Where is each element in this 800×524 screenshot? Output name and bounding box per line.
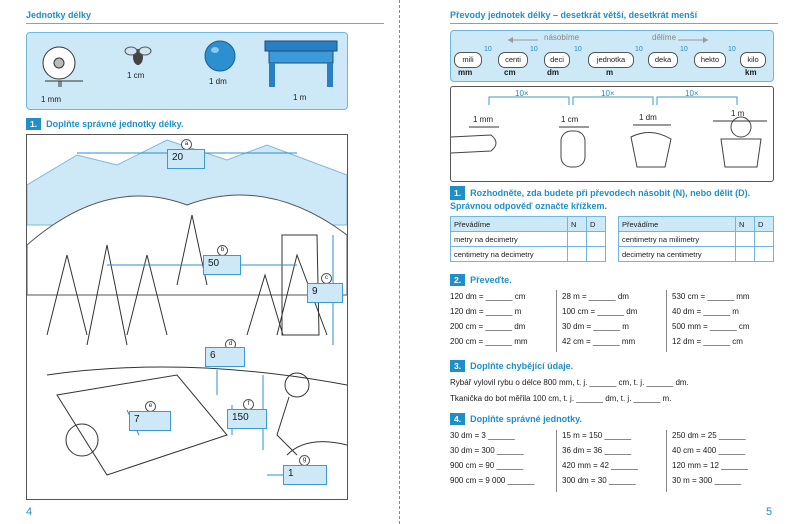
exercise-line: 120 dm = ______ cm bbox=[450, 292, 526, 301]
landscape-drawing bbox=[27, 135, 347, 499]
exercise-line: 200 cm = ______ dm bbox=[450, 322, 526, 331]
conversion-table-left bbox=[450, 216, 606, 262]
answer-box-d[interactable]: 6 bbox=[205, 347, 245, 367]
chain-mili: mili bbox=[454, 52, 482, 68]
exercise-line: 420 mm = 42 ______ bbox=[562, 461, 638, 470]
right-task-1-heading bbox=[450, 186, 780, 212]
right-header: Převody jednotek délky – desetkrát větší, desetkrát menší bbox=[450, 10, 698, 20]
exercise-line: 40 dm = ______ m bbox=[672, 307, 739, 316]
left-task-1-heading bbox=[26, 118, 183, 130]
task-number: 1. bbox=[450, 186, 465, 200]
ten-label: 10 bbox=[680, 46, 688, 53]
col-n: N bbox=[568, 217, 587, 232]
chain-deci: deci bbox=[544, 52, 570, 68]
unit-label-m: 1 m bbox=[293, 93, 307, 102]
answer-box-c[interactable]: 9 bbox=[307, 283, 343, 303]
cell-n[interactable] bbox=[568, 247, 587, 262]
right-page bbox=[404, 0, 800, 524]
column-separator bbox=[556, 430, 557, 492]
exercise-line: 36 dm = 36 ______ bbox=[562, 446, 632, 455]
cell-n[interactable] bbox=[736, 232, 755, 247]
scale-panel bbox=[450, 86, 774, 182]
chain-kilo: kilo bbox=[740, 52, 766, 68]
col-d: D bbox=[587, 217, 606, 232]
landscape-illustration bbox=[26, 134, 348, 500]
right-task-4-heading bbox=[450, 413, 582, 425]
chain-centi: centi bbox=[498, 52, 528, 68]
exercise-line: 15 m = 150 ______ bbox=[562, 431, 632, 440]
table-icon bbox=[263, 39, 339, 89]
answer-marker-f: f bbox=[243, 399, 254, 410]
task-text: Doplňte chybějící údaje. bbox=[470, 361, 574, 371]
right-header-rule bbox=[450, 23, 778, 24]
exercise-line: 250 dm = 25 ______ bbox=[672, 431, 746, 440]
answer-box-f[interactable]: 150 bbox=[227, 409, 267, 429]
exercise-line: 500 mm = ______ cm bbox=[672, 322, 750, 331]
divide-label: dělíme bbox=[652, 33, 677, 42]
ten-label: 10 bbox=[728, 46, 736, 53]
cell-n[interactable] bbox=[568, 232, 587, 247]
exercise-line: 30 m = 300 ______ bbox=[672, 476, 742, 485]
ten-label: 10 bbox=[530, 46, 538, 53]
exercise-line: 120 mm = 12 ______ bbox=[672, 461, 748, 470]
col-d: D bbox=[755, 217, 774, 232]
chain-deka: deka bbox=[648, 52, 678, 68]
cell-d[interactable] bbox=[587, 232, 606, 247]
table-row-label: metry na decimetry bbox=[451, 232, 568, 247]
col-head: Převádíme bbox=[451, 217, 568, 232]
exercise-line: 100 cm = ______ dm bbox=[562, 307, 638, 316]
col-n: N bbox=[736, 217, 755, 232]
scale-unit-m: 1 m bbox=[731, 109, 745, 118]
scale-unit-mm: 1 mm bbox=[473, 115, 493, 124]
unit-label-mm: 1 mm bbox=[41, 95, 61, 104]
table-row-label: centimetry na milimetry bbox=[619, 232, 736, 247]
ten-label: 10 bbox=[574, 46, 582, 53]
answer-marker-b: b bbox=[217, 245, 228, 256]
table-row-label: centimetry na decimetry bbox=[451, 247, 568, 262]
exercise-line: 42 cm = ______ mm bbox=[562, 337, 636, 346]
exercise-line: 900 cm = 9 000 ______ bbox=[450, 476, 535, 485]
left-header: Jednotky délky bbox=[26, 10, 92, 20]
task-number: 3. bbox=[450, 360, 465, 372]
page-divider bbox=[399, 0, 400, 524]
scale-drawing bbox=[451, 87, 773, 181]
exercise-line: Tkanička do bot měřila 100 cm, t. j. ______ dm, t. j. ______ m. bbox=[450, 394, 672, 403]
task-text: Převeďte. bbox=[470, 275, 512, 285]
exercise-line: 120 dm = ______ m bbox=[450, 307, 522, 316]
cell-d[interactable] bbox=[755, 232, 774, 247]
exercise-line: 300 dm = 30 ______ bbox=[562, 476, 636, 485]
right-task-2-heading bbox=[450, 274, 512, 286]
column-separator bbox=[666, 430, 667, 492]
task-text: Doplňte správné jednotky. bbox=[470, 414, 582, 424]
left-header-rule bbox=[26, 23, 384, 24]
exercise-line: 40 cm = 400 ______ bbox=[672, 446, 746, 455]
chain-unit-dm: dm bbox=[547, 68, 559, 77]
multiply-label: násobíme bbox=[544, 33, 580, 42]
page-number-left: 4 bbox=[26, 506, 33, 518]
conversion-table-right bbox=[618, 216, 774, 262]
ten-label: 10 bbox=[635, 46, 643, 53]
answer-marker-a: a bbox=[181, 139, 192, 150]
answer-box-b[interactable]: 50 bbox=[203, 255, 241, 275]
unit-label-dm: 1 dm bbox=[209, 77, 227, 86]
task-text: Doplňte správné jednotky délky. bbox=[46, 119, 184, 129]
answer-marker-d: d bbox=[225, 339, 236, 350]
task-number: 1. bbox=[26, 118, 41, 130]
exercise-line: 12 dm = ______ cm bbox=[672, 337, 743, 346]
cell-n[interactable] bbox=[736, 247, 755, 262]
exercise-line: 30 dm = ______ m bbox=[562, 322, 629, 331]
column-separator bbox=[556, 290, 557, 352]
tape-measure-icon bbox=[37, 41, 87, 89]
exercise-line: 530 cm = ______ mm bbox=[672, 292, 750, 301]
units-panel bbox=[26, 32, 348, 110]
answer-marker-c: c bbox=[321, 273, 332, 284]
task-number: 2. bbox=[450, 274, 465, 286]
answer-box-e[interactable]: 7 bbox=[129, 411, 171, 431]
left-page bbox=[0, 0, 396, 524]
ten-label: 10 bbox=[484, 46, 492, 53]
chain-unit-cm: cm bbox=[504, 68, 516, 77]
column-separator bbox=[666, 290, 667, 352]
scale-unit-dm: 1 dm bbox=[639, 113, 657, 122]
answer-marker-g: g bbox=[299, 455, 310, 466]
scale-times-1: 10× bbox=[515, 89, 529, 98]
right-task-3-heading bbox=[450, 360, 573, 372]
direction-arrows bbox=[508, 36, 708, 44]
chain-jednotka: jednotka bbox=[588, 52, 634, 68]
page-number-right: 5 bbox=[766, 506, 773, 518]
cell-d[interactable] bbox=[755, 247, 774, 262]
scale-times-3: 10× bbox=[685, 89, 699, 98]
exercise-line: 28 m = ______ dm bbox=[562, 292, 629, 301]
fly-icon bbox=[123, 43, 153, 69]
scale-times-2: 10× bbox=[601, 89, 615, 98]
exercise-line: 30 dm = 3 ______ bbox=[450, 431, 515, 440]
task-number: 4. bbox=[450, 413, 465, 425]
chain-unit-m: m bbox=[606, 68, 614, 77]
chain-unit-mm: mm bbox=[458, 68, 473, 77]
answer-box-g[interactable]: 1 bbox=[283, 465, 327, 485]
cell-d[interactable] bbox=[587, 247, 606, 262]
col-head: Převádíme bbox=[619, 217, 736, 232]
chain-hekto: hekto bbox=[694, 52, 726, 68]
exercise-line: 900 cm = 90 ______ bbox=[450, 461, 524, 470]
unit-label-cm: 1 cm bbox=[127, 71, 145, 80]
table-row-label: decimetry na centimetry bbox=[619, 247, 736, 262]
ball-icon bbox=[203, 39, 237, 73]
exercise-line: 200 cm = ______ mm bbox=[450, 337, 528, 346]
task-text: Rozhodněte, zda budete při převodech násobit (N), nebo dělit (D). Správnou odpověď označte křížkem. bbox=[450, 188, 751, 211]
answer-marker-e: e bbox=[145, 401, 156, 412]
chain-unit-km: km bbox=[745, 68, 757, 77]
exercise-line: 30 dm = 300 ______ bbox=[450, 446, 524, 455]
exercise-line: Rybář vylovil rybu o délce 800 mm, t. j. ______ cm, t. j. ______ dm. bbox=[450, 378, 689, 387]
scale-unit-cm: 1 cm bbox=[561, 115, 579, 124]
answer-box-a[interactable]: 20 bbox=[167, 149, 205, 169]
